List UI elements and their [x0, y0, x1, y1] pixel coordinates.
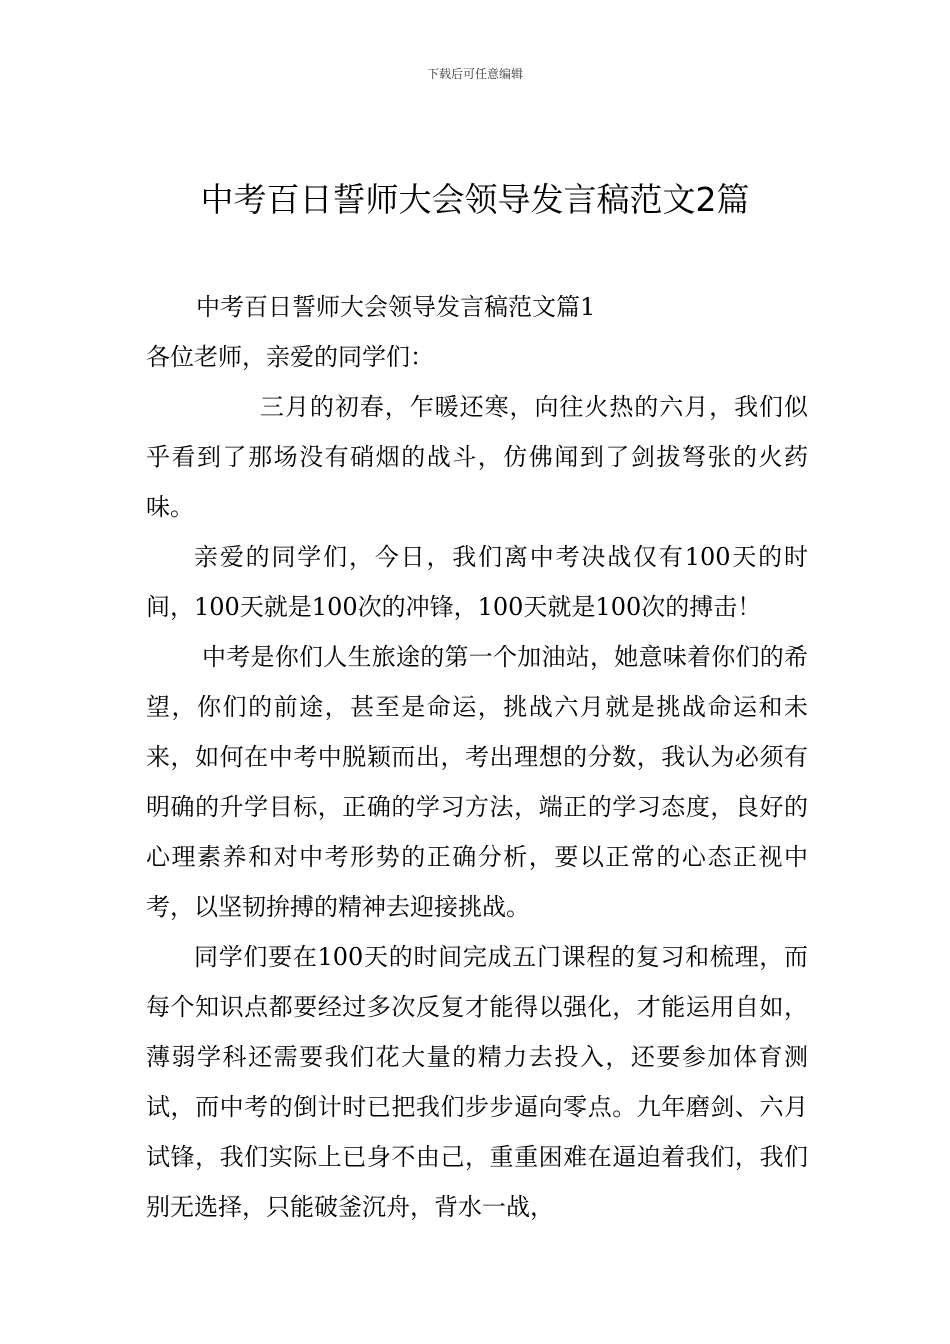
paragraph-3: 中考是你们人生旅途的第一个加油站，她意味着你们的希望，你们的前途，甚至是命运，挑战六月就是挑战命运和未来，如何在中考中脱颖而出，考出理想的分数，我认为必须有明确的升学目标，正确的学习方法，端正的学习态度，良好的心理素养和对中考形势的正确分析，要以正常的心态正视中考，以坚韧拚搏的精神去迎接挑战。	[146, 643, 808, 921]
header-note: 下载后可任意编辑	[426, 67, 523, 81]
salutation: 各位老师，亲爱的同学们：	[146, 343, 434, 371]
paragraph-2: 亲爱的同学们，今日，我们离中考决战仅有100天的时间，100天就是100次的冲锋，100天就是100次的搏击！	[146, 543, 808, 621]
paragraph-4: 同学们要在100天的时间完成五门课程的复习和梳理，而每个知识点都要经过多次反复才能得以强化，才能运用自如，薄弱学科还需要我们花大量的精力去投入，还要参加体育测试，而中考的倒计时已把我们步步逼向零点。九年磨剑、六月试锋，我们实际上已身不由己，重重困难在逼迫着我们，我们别无选择，只能破釜沉舟，背水一战，	[146, 943, 808, 1221]
document-body	[146, 282, 808, 1232]
document-title: 中考百日誓师大会领导发言稿范文2篇	[200, 180, 750, 219]
paragraph-1: 三月的初春，乍暖还寒，向往火热的六月，我们似乎看到了那场没有硝烟的战斗，仿佛闻到了剑拔弩张的火药味。	[146, 393, 808, 521]
section-title: 中考百日誓师大会领导发言稿范文篇1	[196, 293, 596, 321]
